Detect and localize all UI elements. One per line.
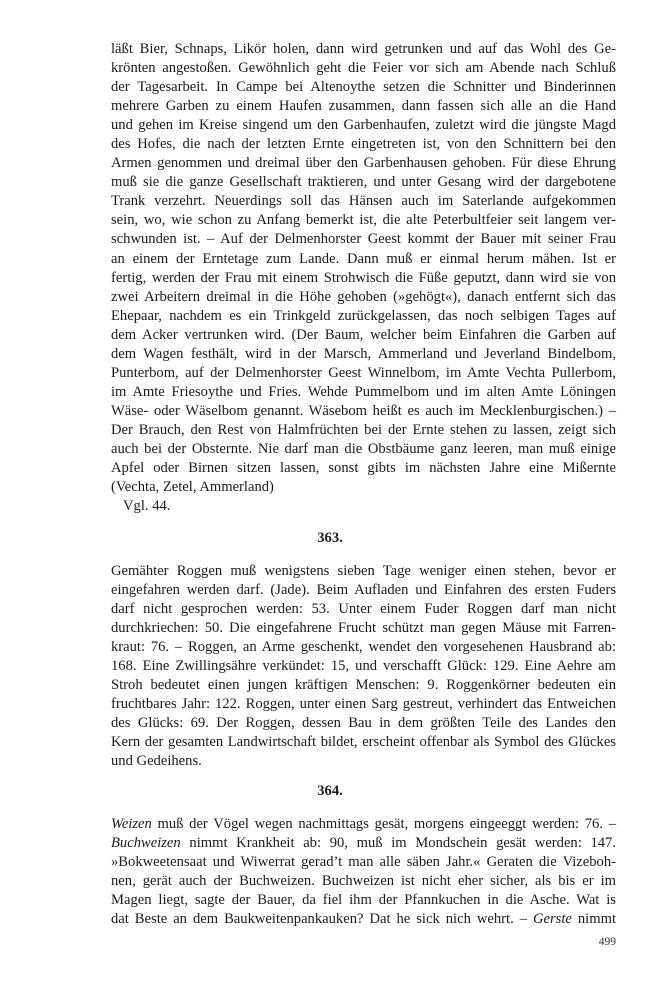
text-line: krönten angestoßen. Gewöhnlich geht die Feier vor sich am Abende nach Schluß	[111, 60, 616, 77]
text-line: Der Brauch, den Rest von Halmfrüchten bei der Ernte stehen zu lassen, zeigt sich	[111, 421, 616, 438]
text-line: kraut: 76. – Roggen, an Arme geschenkt, wendet den vorgesehenen Hausbrand ab:	[111, 639, 616, 656]
text-line: an einem der Erntetage zum Lande. Dann muß er einmal herum mähen. Ist er	[111, 250, 616, 267]
italic-term: Buchweizen	[111, 835, 181, 852]
section-heading-363: 363.	[317, 530, 343, 546]
page-number: 499	[598, 936, 616, 948]
text-line: der Tagesarbeit. In Campe bei Altenoythe setzen die Schnitter und Binderinnen	[111, 79, 616, 96]
text-line: im Amte Friesoythe und Fries. Wehde Pummelbom und im alten Amte Löningen	[111, 383, 616, 400]
text-line: dat Beste an dem Baukweitenpankauken? Dat he sick nich wehrt. – Gerste nimmt	[111, 911, 616, 928]
italic-term: Weizen	[111, 816, 152, 832]
text-line: und Gedeihens.	[111, 753, 202, 770]
paragraph-wheat-buckwheat	[111, 815, 616, 929]
text-line: des Glücks: 69. Der Roggen, dessen Bau in dem größten Teile des Landes den	[111, 715, 616, 732]
text-line: fruchtbares Jahr: 122. Roggen, unter einen Sarg gestreut, verhindert das Entweichen	[111, 696, 616, 713]
section-heading-364: 364.	[317, 783, 343, 799]
italic-term: Gerste	[532, 911, 572, 928]
text-line: nen, gerät auch der Buchweizen. Buchweizen ist nicht eher sicher, als bis er im	[111, 873, 616, 890]
text-line: Magen liegt, sagte der Bauer, da fiel ihm der Pfannkuchen in die Asche. Wat is	[111, 892, 616, 909]
cross-reference: Vgl. 44.	[123, 498, 171, 514]
text-line: muß sie die ganze Gesellschaft traktieren, und unter Gesang wird der dargebotene	[111, 174, 616, 191]
text-line: des Hofes, die nach der letzten Ernte eingetreten ist, von den Schnittern bei den	[111, 136, 616, 153]
text-line: Buchweizen nimmt Krankheit ab: 90, muß im Mondschein gesät werden: 147.	[111, 835, 616, 852]
text-line: durchkriechen: 50. Die eingefahrene Frucht schützt man gegen Mäuse mit Farren-	[111, 620, 616, 637]
text-line: auch bei der Obsternte. Nie darf man die Obstbäume ganz leeren, man muß einige	[111, 440, 616, 457]
text-line: Armen genommen und dreimal über den Garbenhausen gehoben. Für diese Ehrung	[111, 155, 616, 172]
text-line: zwei Arbeitern dreimal in die Höhe gehoben (»gehögt«), danach entfernt sich das	[111, 288, 616, 305]
text-line: dem Wagen festhält, wird in der Marsch, Ammerland und Jeverland Bindelbom,	[111, 345, 616, 362]
paragraph-harvest-customs	[111, 40, 616, 497]
text-line: sein, wo, wie schon zu Anfang bemerkt ist, die alte Peterbultfeier seit langem ver-	[111, 212, 616, 229]
text-line: 168. Eine Zwillingsähre verkündet: 15, und verschafft Glück: 129. Eine Aehre am	[111, 658, 616, 675]
text-line: darf nicht gesprochen werden: 53. Unter einem Fuder Roggen darf man nicht	[111, 601, 616, 618]
text-line: schwunden ist. – Auf der Delmenhorster Geest kommt der Bauer mit seiner Frau	[111, 231, 616, 248]
text-line: Apfel oder Birnen sitzen lassen, sonst gibts im nächsten Jahre eine Mißernte	[111, 460, 616, 477]
paragraph-rye	[111, 562, 616, 772]
text-line: Kern der gesamten Landwirtschaft bildet, erscheint offenbar als Symbol des Glückes	[111, 734, 616, 751]
text-line: fertig, werden der Frau mit einem Strohwisch die Füße geputzt, dann wird sie von	[111, 269, 616, 286]
text-line: »Bokweetensaat und Wiwerrat gerad’t man alle säben Jahr.« Geraten die Vizeboh-	[111, 854, 616, 871]
text-line: und gehen im Kreise singend um den Garbenhaufen, zuletzt wird die jüngste Magd	[111, 117, 616, 134]
text-line: Stroh bedeutet einen jungen kräftigen Menschen: 9. Roggenkörner bedeuten ein	[111, 677, 616, 694]
text-line: dem Acker vertrunken wird. (Der Baum, welcher beim Einfahren die Garben auf	[111, 326, 616, 343]
text-line: (Vechta, Zetel, Ammerland)	[111, 479, 274, 496]
text-line: Trank verzehrt. Neuerdings soll das Hänsen auch im Saterlande aufgekommen	[111, 193, 616, 210]
text-line: eingefahren werden darf. (Jade). Beim Aufladen und Einfahren des ersten Fuders	[111, 582, 616, 599]
text-line: Wäse- oder Wäselbom genannt. Wäsebom heißt es auch im Mecklenburgischen.) –	[111, 402, 616, 419]
text-line: Ehepaar, nachdem es ein Trinkgeld zurückgelassen, das noch selbigen Tages auf	[111, 307, 616, 324]
text-line: Weizen muß der Vögel wegen nachmittags gesät, morgens eingeeggt werden: 76. –	[111, 816, 616, 832]
text-line: Punterbom, auf der Delmenhorster Geest Winnelbom, im Amte Vechta Pullerbom,	[111, 364, 616, 381]
text-line: Gemähter Roggen muß wenigstens sieben Tage weniger einen stehen, bevor er	[111, 563, 616, 579]
reference-line	[111, 497, 616, 516]
text-line: mehrere Garben zu einem Haufen zusammen, dann fassen sich alle an die Hand	[111, 98, 616, 115]
text-line: läßt Bier, Schnaps, Likör holen, dann wird getrunken und auf das Wohl des Ge-	[111, 41, 616, 57]
